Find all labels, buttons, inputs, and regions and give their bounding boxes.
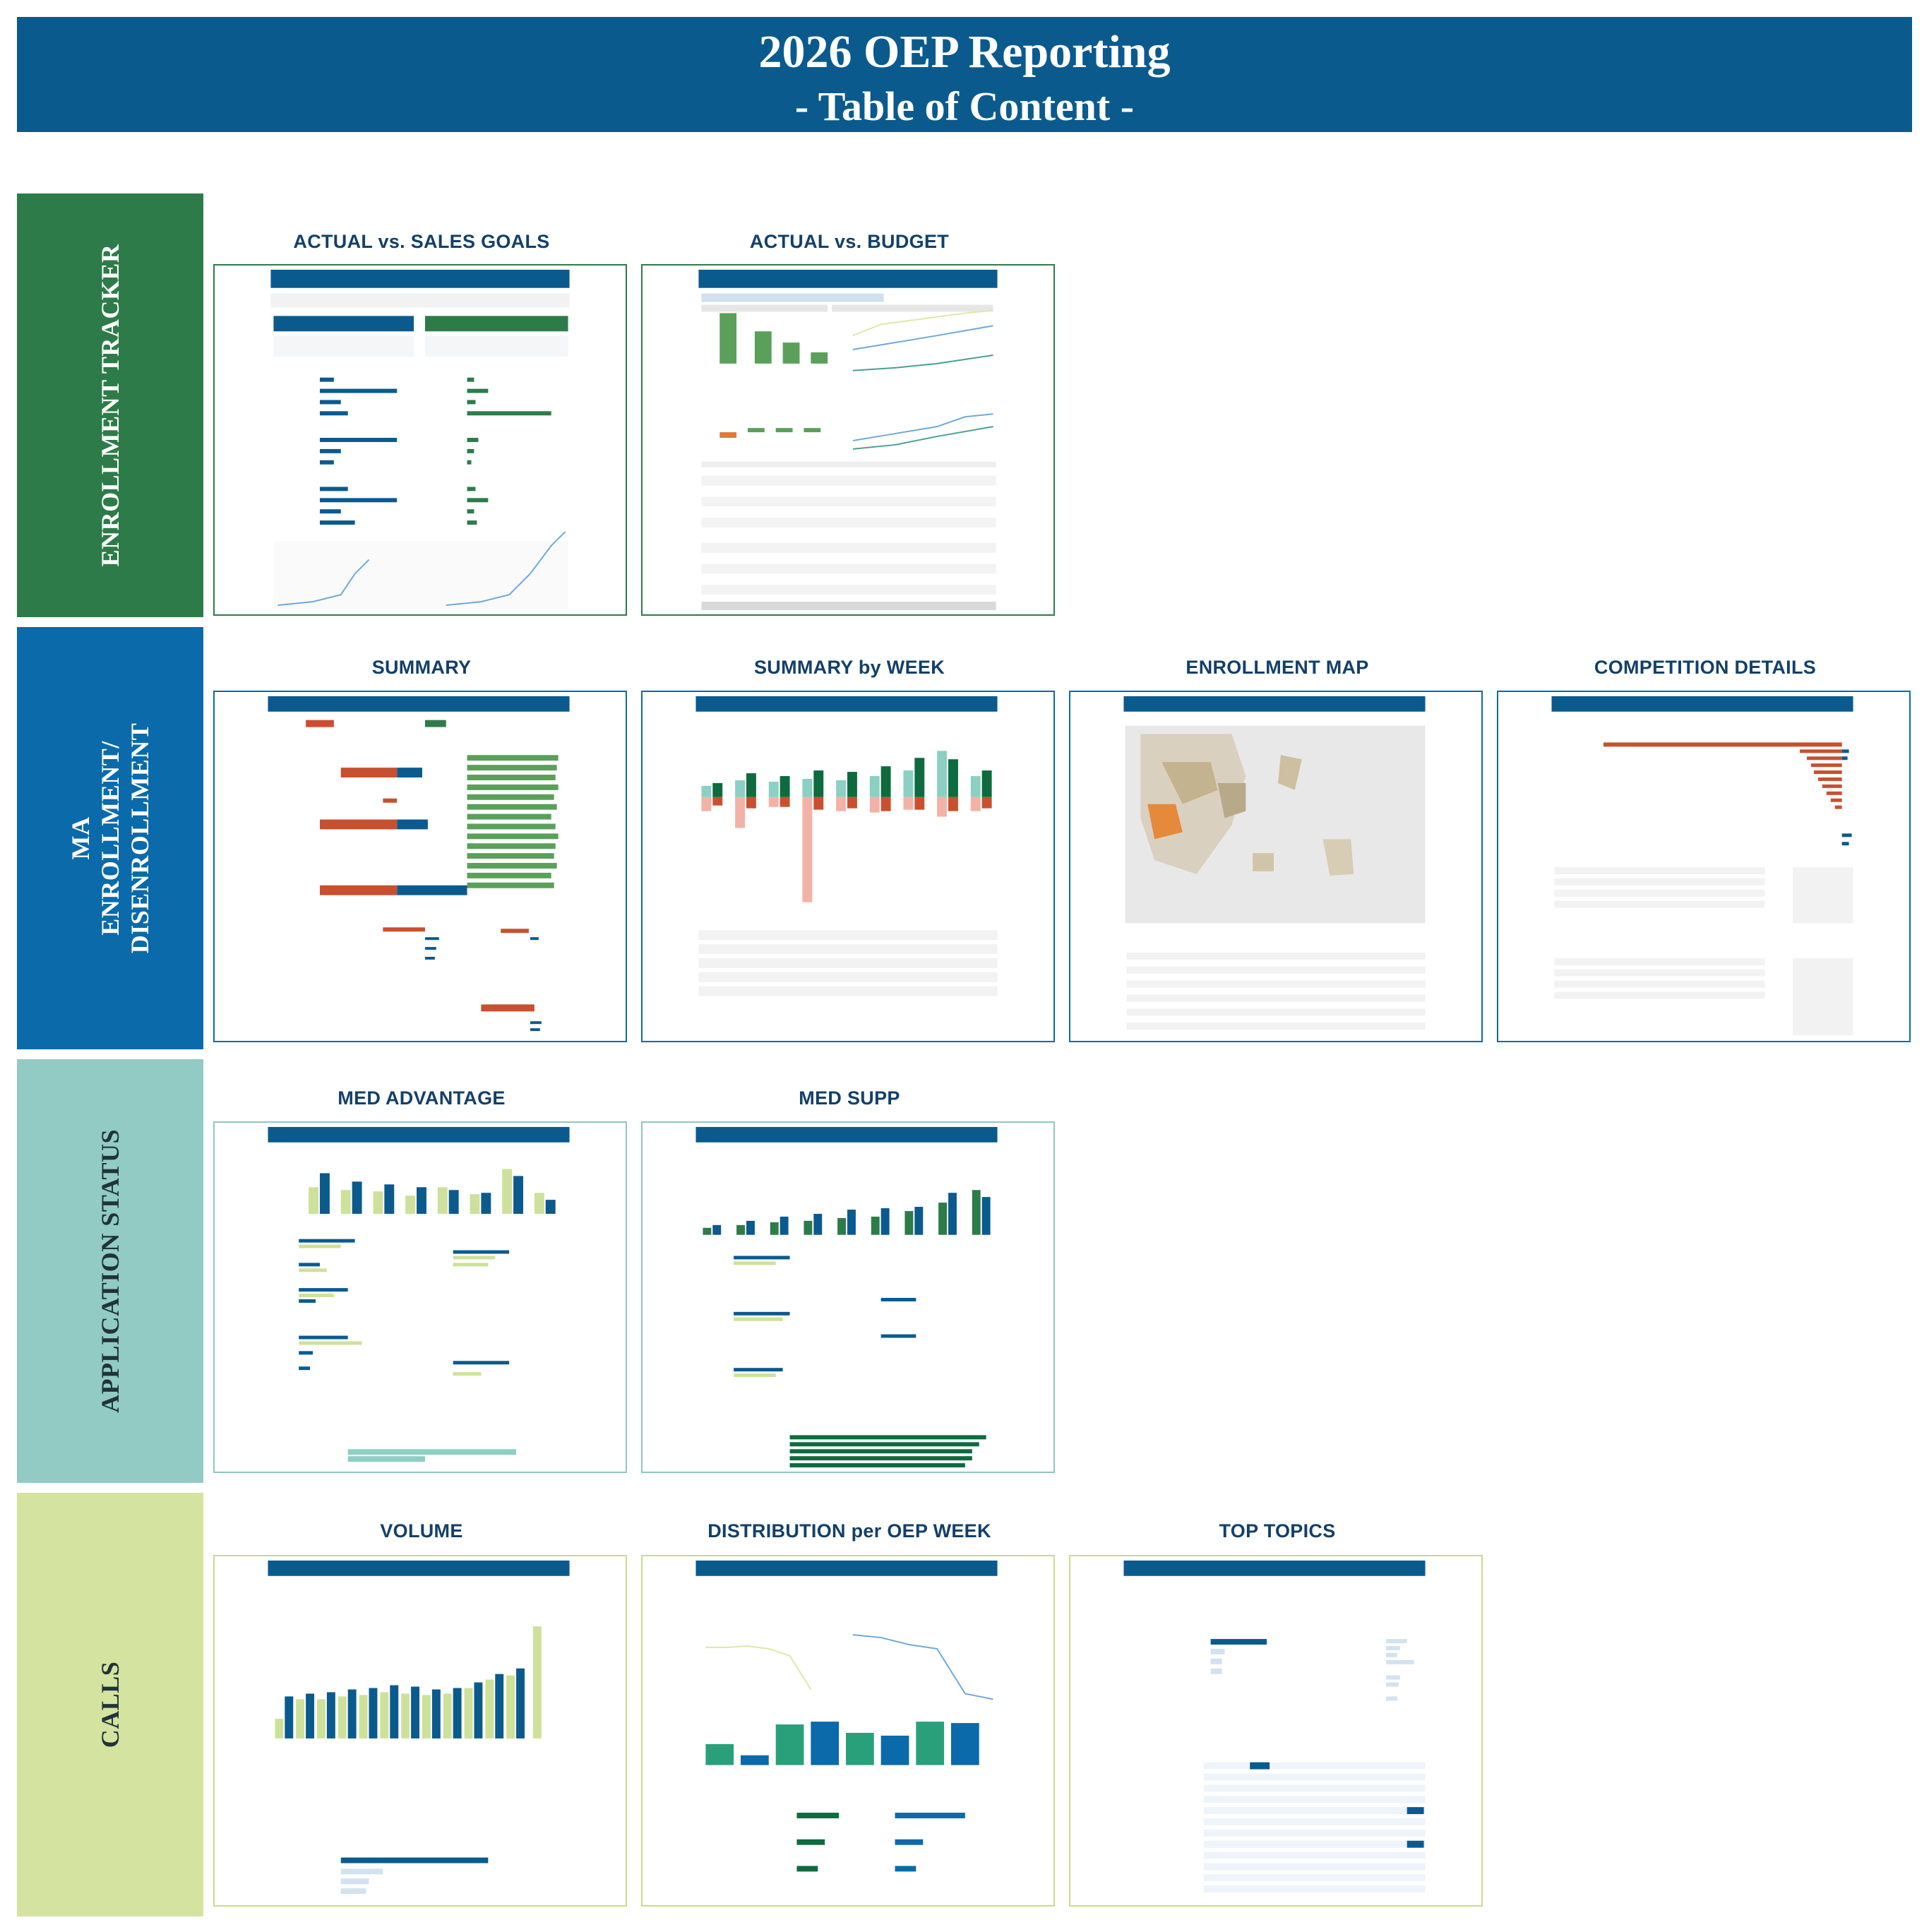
tile-med-advantage[interactable] [213,1121,627,1473]
dashboard-thumbnail [215,1556,626,1905]
tile-enrollment-map[interactable] [1069,691,1483,1042]
tile-actual-vs-sales-goals[interactable] [213,264,627,616]
tile-title-actual-vs-sales-goals: ACTUAL vs. SALES GOALS [293,231,550,252]
section-application-status [17,1059,203,1483]
tile-title-summary: SUMMARY [371,657,472,678]
dashboard-thumbnail [215,1123,626,1472]
tile-title-distribution-per-oep-week: DISTRIBUTION per OEP WEEK [707,1520,991,1542]
section-enrollment-tracker [17,193,203,617]
dashboard-thumbnail [643,692,1053,1041]
report-subtitle: - Table of Content - [794,83,1135,129]
section-label-enrollment-tracker: ENROLLMENT TRACKER [96,244,124,567]
section-label-line: ENROLLMENT/ [96,741,124,936]
tile-actual-vs-budget[interactable] [641,264,1055,616]
dashboard-thumbnail [643,1123,1053,1472]
dashboard-thumbnail [643,266,1053,614]
tile-top-topics[interactable] [1069,1555,1483,1907]
tile-competition-details[interactable] [1497,691,1911,1042]
tile-summary-by-week[interactable] [641,691,1055,1042]
tile-volume[interactable] [213,1555,627,1907]
dashboard-thumbnail [1070,1556,1481,1905]
section-ma-enrollment [17,627,203,1049]
section-label-ma-enrollment [66,723,155,954]
tile-med-supp[interactable] [641,1121,1055,1473]
dashboard-thumbnail [643,1556,1053,1905]
tile-title-actual-vs-budget: ACTUAL vs. BUDGET [749,231,950,252]
tile-summary[interactable] [213,691,627,1042]
section-label-calls: CALLS [96,1661,124,1748]
section-label-line: DISENROLLMENT [126,722,154,954]
report-banner [17,17,1912,132]
section-label-line: MA [66,816,95,860]
report-title: 2026 OEP Reporting [758,26,1171,78]
tile-distribution-per-oep-week[interactable] [641,1555,1055,1907]
tile-title-summary-by-week: SUMMARY by WEEK [753,657,945,678]
tile-title-med-supp: MED SUPP [799,1087,900,1109]
section-label-application-status: APPLICATION STATUS [96,1128,124,1414]
dashboard-thumbnail [215,692,626,1041]
tile-title-med-advantage: MED ADVANTAGE [338,1087,506,1109]
tile-title-top-topics: TOP TOPICS [1219,1520,1336,1542]
tile-title-volume: VOLUME [380,1520,463,1542]
dashboard-thumbnail [1070,692,1481,1041]
dashboard-thumbnail [215,266,626,614]
tile-title-competition-details: COMPETITION DETAILS [1594,657,1817,678]
tile-title-enrollment-map: ENROLLMENT MAP [1186,657,1369,678]
dashboard-thumbnail [1498,692,1909,1041]
section-calls [17,1493,203,1916]
